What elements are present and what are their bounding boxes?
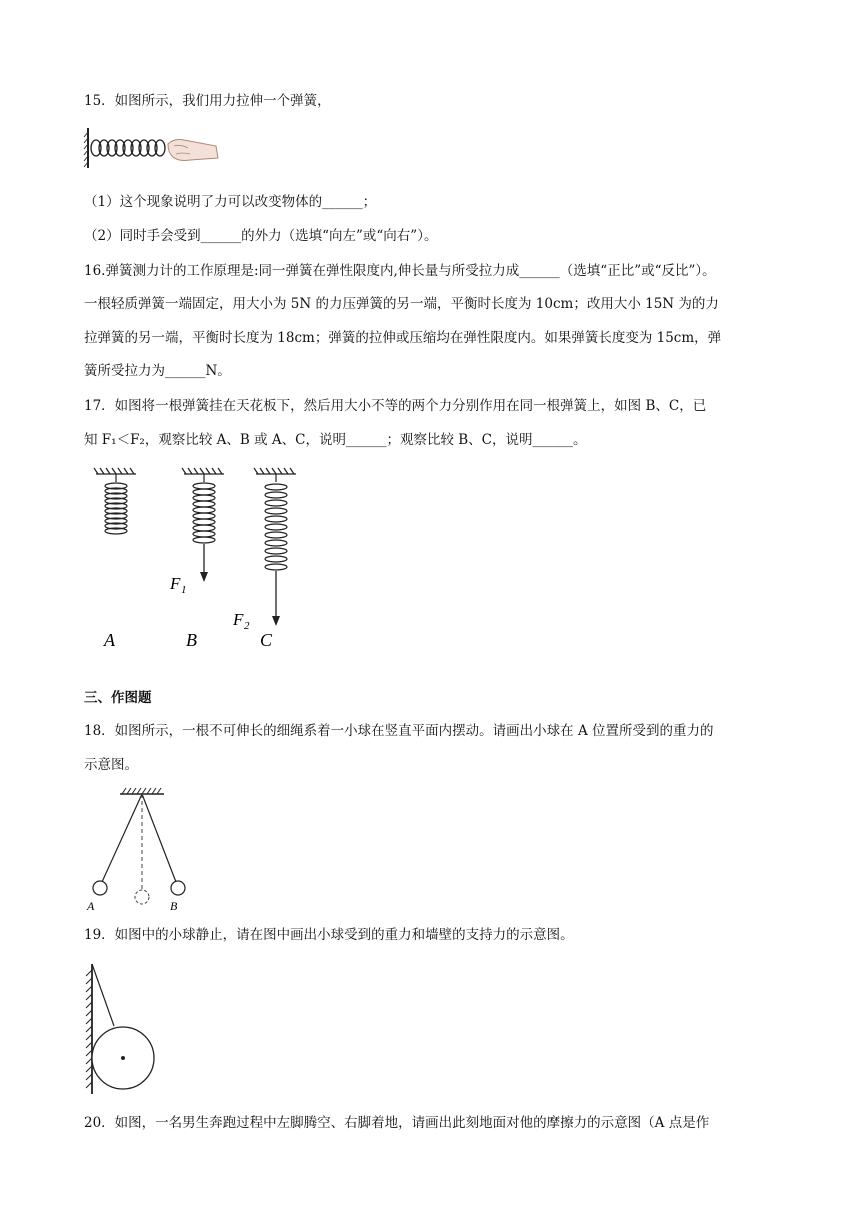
q18-line1: 18．如图所示，一根不可伸长的细绳系着一小球在竖直平面内摆动。请画出小球在 A 位置所受到的重力的	[84, 723, 714, 739]
label-f1: F	[170, 574, 181, 593]
q16-line2: 一根轻质弹簧一端固定，用大小为 5N 的力压弹簧的另一端，平衡时长度为 10cm；改用大小 15N 为的力	[84, 296, 719, 312]
q16-line3: 拉弹簧的另一端，平衡时长度为 18cm；弹簧的拉伸或压缩均在弹性限度内。如果弹簧长度变为 15cm，弹	[84, 330, 722, 346]
pendulum-figure	[84, 786, 194, 912]
label-a: A	[87, 899, 95, 913]
q15-part1: （1）这个现象说明了力可以改变物体的______；	[84, 194, 377, 210]
q15-part2: （2）同时手会受到______的外力（选填“向左”或“向右”）。	[84, 228, 438, 244]
three-springs-figure	[88, 468, 298, 658]
label-a: A	[104, 630, 115, 650]
q19-line1: 19．如图中的小球静止，请在图中画出小球受到的重力和墙壁的支持力的示意图。	[84, 927, 574, 943]
spring-hand-figure	[84, 124, 224, 174]
ball-wall-figure	[84, 960, 164, 1096]
label-b: B	[170, 899, 178, 913]
q16-line1: 16.弹簧测力计的工作原理是:同一弹簧在弹性限度内,伸长量与所受拉力成______（选填“正比”或“反比”）。	[84, 263, 716, 279]
label-b: B	[186, 630, 197, 650]
q18-line2: 示意图。	[84, 757, 138, 773]
label-f1-sub: 1	[181, 584, 187, 596]
q17-line1: 17．如图将一根弹簧挂在天花板下，然后用大小不等的两个力分别作用在同一根弹簧上，如图 B、C，已	[84, 398, 707, 414]
label-f2-sub: 2	[244, 620, 250, 632]
section-title: 三、作图题	[84, 690, 152, 706]
label-f2: F	[233, 610, 244, 629]
q20-line1: 20．如图，一名男生奔跑过程中左脚腾空、右脚着地，请画出此刻地面对他的摩擦力的示意图（A 点是作	[84, 1115, 710, 1131]
q15-stem: 15．如图所示，我们用力拉伸一个弹簧，	[84, 93, 331, 109]
q17-line2: 知 F₁＜F₂，观察比较 A、B 或 A、C，说明______；观察比较 B、C，说明______。	[84, 432, 587, 448]
q16-line4: 簧所受拉力为______N。	[84, 363, 231, 379]
label-c: C	[260, 630, 273, 650]
